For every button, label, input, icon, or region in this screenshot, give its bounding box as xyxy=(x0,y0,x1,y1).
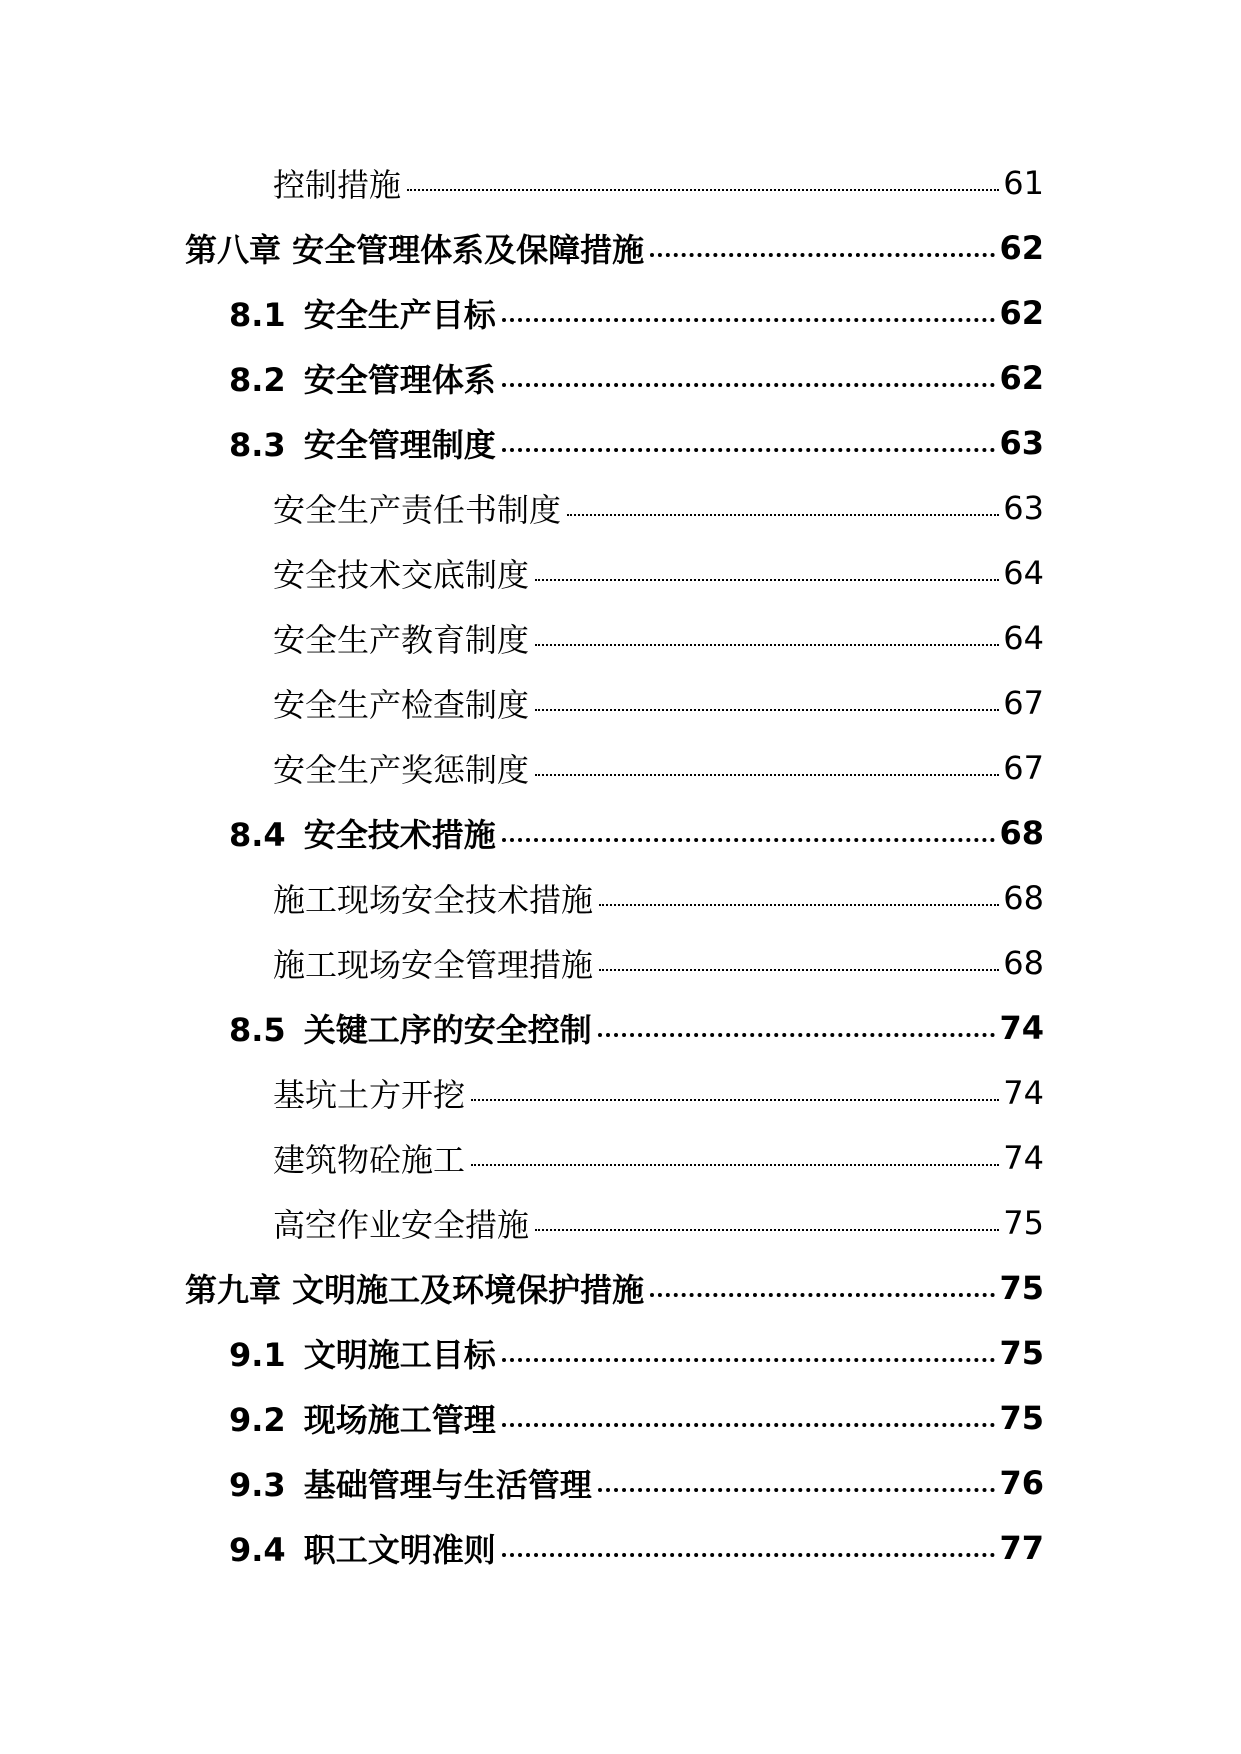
toc-entry-page: 63 xyxy=(1003,489,1044,527)
dot-leader xyxy=(407,189,999,191)
toc-chapter-title: 第八章 安全管理体系及保障措施 xyxy=(185,231,645,269)
dot-leader xyxy=(502,448,996,452)
toc-entry[interactable] xyxy=(273,676,1044,730)
dot-leader xyxy=(502,1423,996,1427)
dot-leader xyxy=(502,318,996,322)
toc-entry-title: 施工现场安全技术措施 xyxy=(273,881,594,919)
dot-leader xyxy=(650,253,995,257)
toc-section[interactable] xyxy=(229,351,1044,405)
toc-entry-page: 68 xyxy=(1003,944,1044,982)
toc-section-page: 74 xyxy=(999,1009,1044,1047)
toc-entry[interactable] xyxy=(273,741,1044,795)
dot-leader xyxy=(535,644,999,646)
toc-section-title: 安全生产目标 xyxy=(303,296,496,334)
toc-entry-title: 安全生产奖惩制度 xyxy=(273,751,530,789)
toc-entry-title: 安全生产责任书制度 xyxy=(273,491,562,529)
dot-leader xyxy=(567,514,999,516)
toc-entry[interactable] xyxy=(273,1131,1044,1185)
dot-leader xyxy=(502,838,996,842)
toc-section-title: 现场施工管理 xyxy=(303,1401,496,1439)
toc-section-page: 76 xyxy=(999,1464,1044,1502)
toc-section[interactable] xyxy=(229,286,1044,340)
toc-entry-title: 高空作业安全措施 xyxy=(273,1206,530,1244)
toc-chapter-page: 62 xyxy=(999,229,1044,267)
toc-entry-title: 安全生产教育制度 xyxy=(273,621,530,659)
toc-entry-page: 64 xyxy=(1003,554,1044,592)
toc-section-page: 62 xyxy=(999,359,1044,397)
toc-entry-page: 64 xyxy=(1003,619,1044,657)
toc-section-page: 75 xyxy=(999,1399,1044,1437)
toc-entry[interactable] xyxy=(273,1196,1044,1250)
dot-leader xyxy=(502,383,996,387)
toc-section-number: 9.3 xyxy=(229,1466,286,1504)
toc-chapter-page: 75 xyxy=(999,1269,1044,1307)
toc-section-number: 8.4 xyxy=(229,816,286,854)
dot-leader xyxy=(535,579,999,581)
toc-entry-page: 75 xyxy=(1003,1204,1044,1242)
toc-entry-title: 基坑土方开挖 xyxy=(273,1076,466,1114)
toc-section-number: 8.2 xyxy=(229,361,286,399)
toc-section-title: 文明施工目标 xyxy=(303,1336,496,1374)
dot-leader xyxy=(598,1033,996,1037)
toc-entry-title: 建筑物砼施工 xyxy=(273,1141,466,1179)
toc-entry[interactable] xyxy=(273,546,1044,600)
toc-entry-page: 67 xyxy=(1003,684,1044,722)
toc-entry-page: 74 xyxy=(1003,1074,1044,1112)
dot-leader xyxy=(471,1099,999,1101)
toc-section-title: 职工文明准则 xyxy=(303,1531,496,1569)
dot-leader xyxy=(535,1229,999,1231)
toc-entry[interactable] xyxy=(273,1066,1044,1120)
toc-section-page: 62 xyxy=(999,294,1044,332)
toc-section-title: 安全管理体系 xyxy=(303,361,496,399)
toc-entry[interactable] xyxy=(273,936,1044,990)
toc-chapter[interactable] xyxy=(185,1261,1044,1315)
dot-leader xyxy=(599,904,999,906)
toc-section[interactable] xyxy=(229,1521,1044,1575)
toc-section-page: 63 xyxy=(999,424,1044,462)
toc-section-page: 68 xyxy=(999,814,1044,852)
toc-entry-title: 控制措施 xyxy=(273,166,402,204)
toc-section-title: 关键工序的安全控制 xyxy=(303,1011,592,1049)
toc-section-number: 9.2 xyxy=(229,1401,286,1439)
toc-section-number: 8.1 xyxy=(229,296,286,334)
toc-entry-title: 安全生产检查制度 xyxy=(273,686,530,724)
toc-entry[interactable] xyxy=(273,156,1044,210)
toc-section-page: 77 xyxy=(999,1529,1044,1567)
toc-section-number: 8.5 xyxy=(229,1011,286,1049)
toc-section[interactable] xyxy=(229,1456,1044,1510)
toc-section-title: 安全管理制度 xyxy=(303,426,496,464)
toc-section[interactable] xyxy=(229,416,1044,470)
toc-section-number: 8.3 xyxy=(229,426,286,464)
dot-leader xyxy=(650,1293,995,1297)
dot-leader xyxy=(535,709,999,711)
toc-section[interactable] xyxy=(229,1326,1044,1380)
toc-section-page: 75 xyxy=(999,1334,1044,1372)
toc-chapter[interactable] xyxy=(185,221,1044,275)
toc-section-title: 基础管理与生活管理 xyxy=(303,1466,592,1504)
toc-chapter-title: 第九章 文明施工及环境保护措施 xyxy=(185,1271,645,1309)
dot-leader xyxy=(502,1358,996,1362)
toc-entry[interactable] xyxy=(273,871,1044,925)
toc-section-title: 安全技术措施 xyxy=(303,816,496,854)
toc-section-number: 9.1 xyxy=(229,1336,286,1374)
toc-entry[interactable] xyxy=(273,611,1044,665)
toc-entry-page: 68 xyxy=(1003,879,1044,917)
toc-entry-title: 施工现场安全管理措施 xyxy=(273,946,594,984)
toc-entry-page: 61 xyxy=(1003,164,1044,202)
toc-entry-title: 安全技术交底制度 xyxy=(273,556,530,594)
toc-section-number: 9.4 xyxy=(229,1531,286,1569)
dot-leader xyxy=(598,1488,996,1492)
toc-entry-page: 74 xyxy=(1003,1139,1044,1177)
dot-leader xyxy=(471,1164,999,1166)
dot-leader xyxy=(502,1553,996,1557)
toc-entry-page: 67 xyxy=(1003,749,1044,787)
dot-leader xyxy=(535,774,999,776)
toc-section[interactable] xyxy=(229,806,1044,860)
toc-section[interactable] xyxy=(229,1001,1044,1055)
dot-leader xyxy=(599,969,999,971)
toc-section[interactable] xyxy=(229,1391,1044,1445)
toc-entry[interactable] xyxy=(273,481,1044,535)
